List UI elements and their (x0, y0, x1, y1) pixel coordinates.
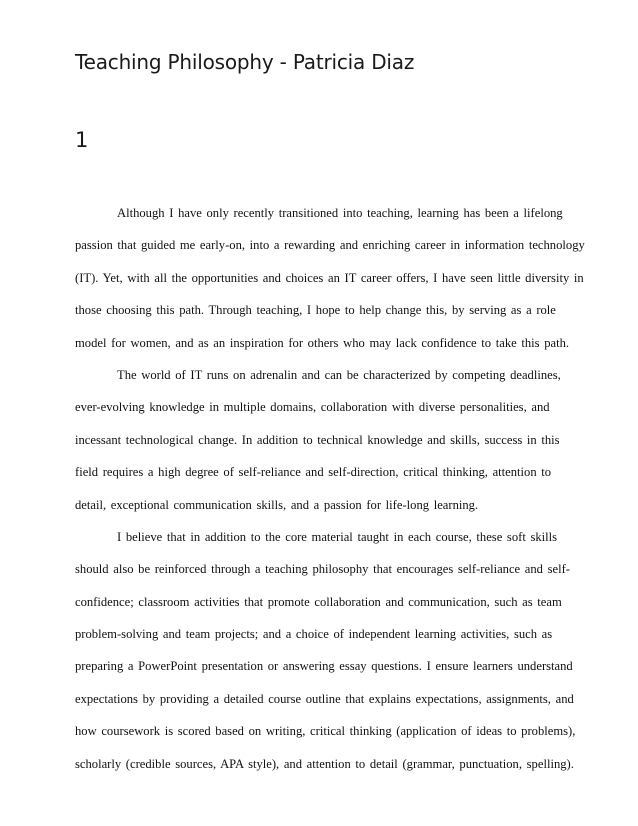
text-line: confidence; classroom activities that promote collaboration and communication, such as team (75, 594, 562, 609)
text-line: (IT). Yet, with all the opportunities and choices an IT career offers, I have seen little diversity in (75, 270, 584, 285)
text-line: passion that guided me early-on, into a rewarding and enriching career in information technology (75, 238, 585, 253)
text-line: scholarly (credible sources, APA style), and attention to detail (grammar, punctuation, spelling). (75, 756, 574, 771)
text-line: those choosing this path. Through teaching, I hope to help change this, by serving as a role (75, 303, 556, 318)
page-number: 1 (75, 128, 89, 152)
text-line: model for women, and as an inspiration for others who may lack confidence to take this path. (75, 335, 570, 350)
text-line: should also be reinforced through a teaching philosophy that encourages self-reliance and self- (75, 562, 570, 577)
text-line: field requires a high degree of self-reliance and self-direction, critical thinking, attention to (75, 465, 552, 480)
text-line: ever-evolving knowledge in multiple domains, collaboration with diverse personalities, and (75, 400, 550, 415)
text-line: Although I have only recently transitioned into teaching, learning has been a lifelong (117, 206, 563, 220)
text-line: preparing a PowerPoint presentation or answering essay questions. I ensure learners understand (75, 659, 573, 674)
document-title: Teaching Philosophy - Patricia Diaz (75, 50, 415, 74)
text-line: how coursework is scored based on writing, critical thinking (application of ideas to problems), (75, 724, 576, 739)
text-line: I believe that in addition to the core material taught in each course, these soft skills (117, 529, 558, 544)
text-line: The world of IT runs on adrenalin and can be characterized by competing deadlines, (117, 367, 561, 382)
text-line: detail, exceptional communication skills, and a passion for life-long learning. (75, 497, 479, 512)
text-line: problem-solving and team projects; and a choice of independent learning activities, such as (75, 627, 553, 642)
body-text (75, 202, 585, 785)
text-line: expectations by providing a detailed course outline that explains expectations, assignments, and (75, 691, 574, 706)
text-line: incessant technological change. In addition to technical knowledge and skills, success in this (75, 432, 560, 447)
